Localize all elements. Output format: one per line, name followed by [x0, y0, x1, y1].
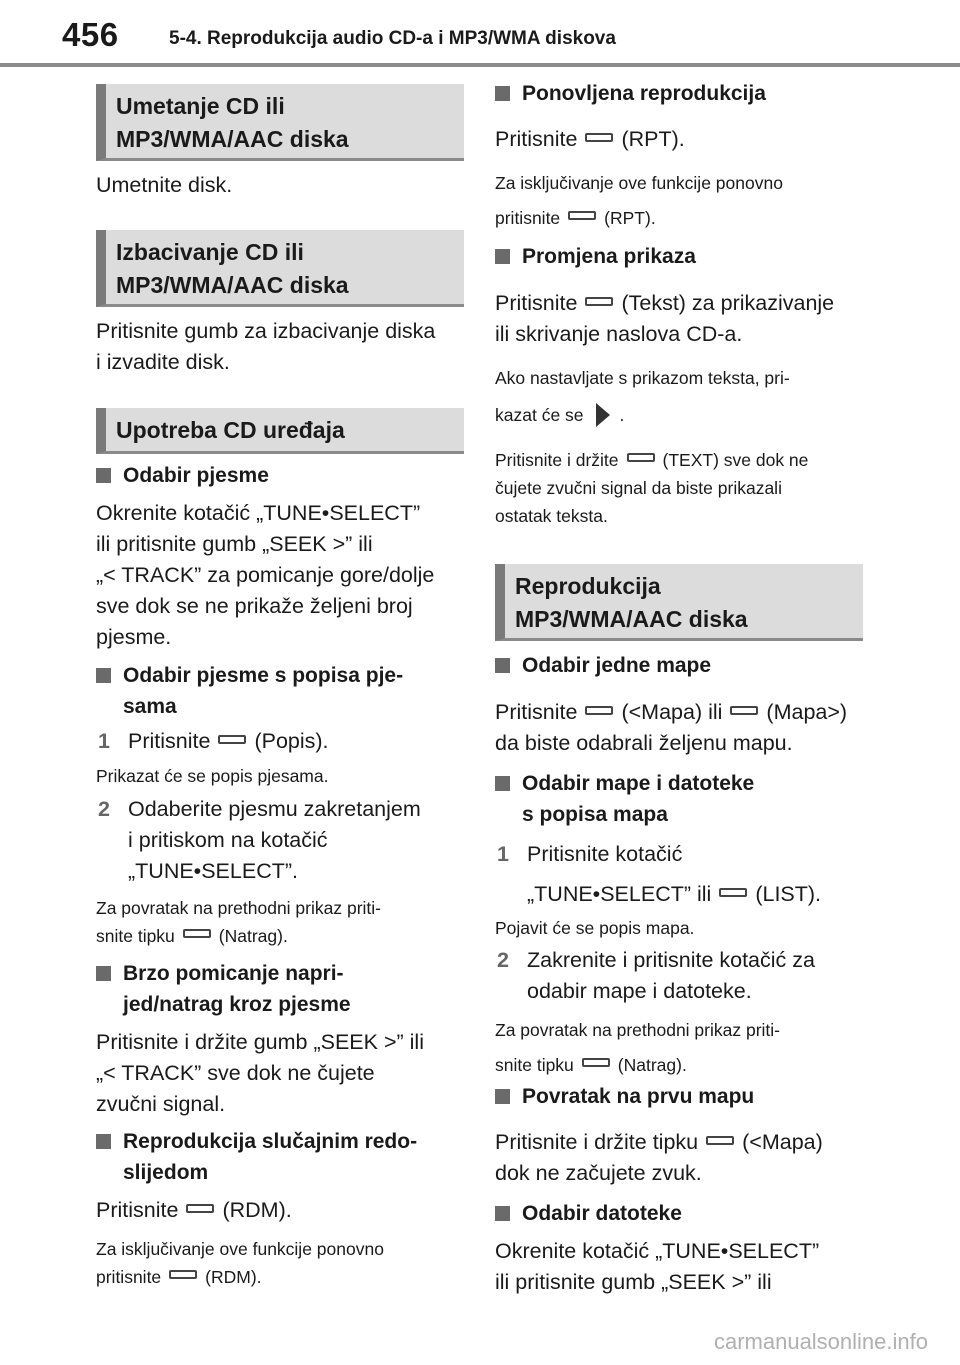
file-select-text	[495, 1236, 863, 1298]
section-mp3-playback	[495, 564, 863, 641]
square-bullet-icon	[96, 966, 111, 981]
note-line: Za isključivanje ove funkcije ponovno	[96, 1239, 384, 1259]
section-title-line: MP3/WMA/AAC diska	[515, 606, 748, 632]
text-line: Okrenite kotačić „TUNE•SELECT”	[96, 501, 421, 525]
watermark: carmanualsonline.info	[713, 1329, 928, 1354]
section-title-line: Upotreba CD uređaja	[116, 417, 345, 443]
subhead-text: Brzo pomicanje napri-	[123, 962, 344, 985]
step-text: Zakrenite i pritisnite kotačić za	[527, 948, 815, 972]
text-line: „< TRACK” za pomicanje gore/dolje	[96, 563, 435, 587]
button-icon	[568, 211, 596, 220]
text-line: „< TRACK” sve dok ne čujete	[96, 1061, 375, 1085]
button-icon	[169, 1270, 197, 1279]
display-note	[495, 360, 863, 434]
subhead-file-select	[495, 1198, 863, 1229]
subhead-song-list	[96, 660, 464, 722]
button-icon	[582, 1058, 610, 1067]
button-icon	[706, 1136, 734, 1145]
subhead-text: sama	[123, 695, 177, 718]
subhead-folder-select	[495, 650, 863, 681]
text-line: zvučni signal.	[96, 1092, 226, 1116]
section-title-line: MP3/WMA/AAC diska	[116, 272, 349, 298]
subhead-repeat	[495, 78, 863, 109]
note-line: Za povratak na prethodni prikaz priti-	[96, 898, 381, 918]
insert-text: Umetnite disk.	[96, 173, 233, 197]
step-text: „TUNE•SELECT”.	[128, 859, 298, 883]
text-line: ili pritisnite gumb „SEEK >” ili	[96, 532, 373, 556]
subhead-text: Odabir mape i datoteke	[522, 772, 755, 795]
subhead-text: s popisa mapa	[522, 803, 668, 826]
chapter-title: 5-4. Reprodukcija audio CD-a i MP3/WMA diskova	[169, 28, 616, 49]
step-text: odabir mape i datoteke.	[527, 979, 752, 1003]
repeat-text: Pritisnite (RPT).	[495, 127, 685, 151]
header-divider	[0, 63, 960, 67]
hold-text-note	[495, 446, 863, 530]
step-text: (Popis).	[254, 729, 329, 753]
step-number: 1	[497, 842, 509, 866]
note-line: snite tipku (Natrag).	[495, 1055, 687, 1075]
random-note	[96, 1235, 464, 1291]
section-insert-disc	[96, 84, 464, 161]
step-text: Pritisnite kotačić	[527, 842, 683, 866]
note-line: kazat će se .	[495, 405, 625, 425]
square-bullet-icon	[96, 668, 111, 683]
subhead-random	[96, 1126, 464, 1188]
square-bullet-icon	[495, 658, 510, 673]
square-bullet-icon	[96, 468, 111, 483]
note-line: Ako nastavljate s prikazom teksta, pri-	[495, 368, 790, 388]
note-line: ostatak teksta.	[495, 506, 608, 526]
square-bullet-icon	[495, 1089, 510, 1104]
folder-step-1	[495, 834, 863, 914]
step-2	[96, 794, 464, 887]
step-text: Odaberite pjesmu zakretanjem	[128, 797, 421, 821]
subhead-text: jed/natrag kroz pjesme	[123, 993, 351, 1016]
section-use-cd	[96, 408, 464, 454]
section-title-line: Izbacivanje CD ili	[116, 239, 304, 265]
play-arrow-icon	[596, 403, 610, 427]
step-text: „TUNE•SELECT” ili (LIST).	[527, 882, 822, 906]
random-text: Pritisnite (RDM).	[96, 1198, 292, 1222]
subhead-text: Odabir pjesme	[123, 464, 269, 487]
subhead-song-select	[96, 460, 464, 491]
square-bullet-icon	[96, 1134, 111, 1149]
subhead-text: Ponovljena reprodukcija	[522, 82, 766, 105]
step-number: 2	[497, 948, 509, 972]
step-number: 1	[98, 729, 110, 753]
button-icon	[627, 453, 655, 462]
text-line: Pritisnite i držite gumb „SEEK >” ili	[96, 1030, 424, 1054]
folder-step-1-note: Pojavit će se popis mapa.	[495, 918, 695, 938]
step-1-note: Prikazat će se popis pjesama.	[96, 766, 329, 786]
text-line: Pritisnite gumb za izbacivanje diska	[96, 319, 436, 343]
subhead-text: slijedom	[123, 1161, 209, 1184]
page-header	[0, 0, 960, 66]
folder-step-2	[495, 945, 863, 1007]
button-icon	[218, 735, 246, 744]
button-icon	[719, 888, 747, 897]
button-icon	[186, 1204, 214, 1213]
button-icon	[585, 133, 613, 142]
text-line: da biste odabrali željenu mapu.	[495, 731, 793, 755]
text-line: Pritisnite i držite tipku (<Mapa)	[495, 1130, 823, 1154]
text-line: Okrenite kotačić „TUNE•SELECT”	[495, 1239, 820, 1263]
subhead-text: Odabir jedne mape	[522, 654, 712, 677]
section-eject-disc	[96, 230, 464, 307]
note-line: čujete zvučni signal da biste prikazali	[495, 478, 782, 498]
square-bullet-icon	[495, 86, 510, 101]
page-number: 456	[62, 16, 119, 53]
song-select-text	[96, 498, 464, 653]
note-line: pritisnite (RDM).	[96, 1267, 262, 1287]
repeat-note	[495, 166, 863, 236]
subhead-text: Promjena prikaza	[522, 245, 696, 268]
subhead-first-folder	[495, 1081, 863, 1112]
square-bullet-icon	[495, 1206, 510, 1221]
section-title-line: Umetanje CD ili	[116, 93, 285, 119]
fast-forward-text	[96, 1027, 464, 1120]
text-line: i izvadite disk.	[96, 350, 230, 374]
back-note	[96, 894, 464, 950]
section-title-line: MP3/WMA/AAC diska	[116, 126, 349, 152]
text-line: sve dok se ne prikaže željeni broj	[96, 594, 413, 618]
note-line: snite tipku (Natrag).	[96, 926, 288, 946]
square-bullet-icon	[495, 249, 510, 264]
button-icon	[585, 297, 613, 306]
step-text: Pritisnite	[128, 729, 211, 753]
text-line: Pritisnite (Tekst) za prikazivanje	[495, 291, 835, 315]
display-text	[495, 288, 863, 350]
subhead-text: Povratak na prvu mapu	[522, 1085, 755, 1108]
step-text: i pritiskom na kotačić	[128, 828, 328, 852]
text-line: ili skrivanje naslova CD-a.	[495, 322, 743, 346]
button-icon	[585, 706, 613, 715]
subhead-display	[495, 241, 863, 272]
text-line: ili pritisnite gumb „SEEK >” ili	[495, 1270, 772, 1294]
first-folder-text	[495, 1127, 863, 1189]
text-line: dok ne začujete zvuk.	[495, 1161, 702, 1185]
subhead-fast-forward	[96, 958, 464, 1020]
note-line: pritisnite (RPT).	[495, 208, 656, 228]
step-1	[96, 726, 464, 757]
note-line: Pritisnite i držite (TEXT) sve dok ne	[495, 450, 809, 470]
subhead-text: Odabir datoteke	[522, 1202, 682, 1225]
folder-text	[495, 697, 863, 759]
subhead-folder-list	[495, 768, 863, 830]
note-line: Za isključivanje ove funkcije ponovno	[495, 173, 783, 193]
section-title-line: Reprodukcija	[515, 573, 661, 599]
text-line: Pritisnite (<Mapa) ili (Mapa>)	[495, 700, 848, 724]
subhead-text: Odabir pjesme s popisa pje-	[123, 664, 404, 687]
button-icon	[183, 929, 211, 938]
folder-back-note	[495, 1013, 863, 1083]
text-line: pjesme.	[96, 625, 172, 649]
step-number: 2	[98, 797, 110, 821]
note-line: Za povratak na prethodni prikaz priti-	[495, 1020, 780, 1040]
subhead-text: Reprodukcija slučajnim redo-	[123, 1130, 418, 1153]
square-bullet-icon	[495, 776, 510, 791]
eject-text	[96, 316, 464, 378]
button-icon	[730, 706, 758, 715]
